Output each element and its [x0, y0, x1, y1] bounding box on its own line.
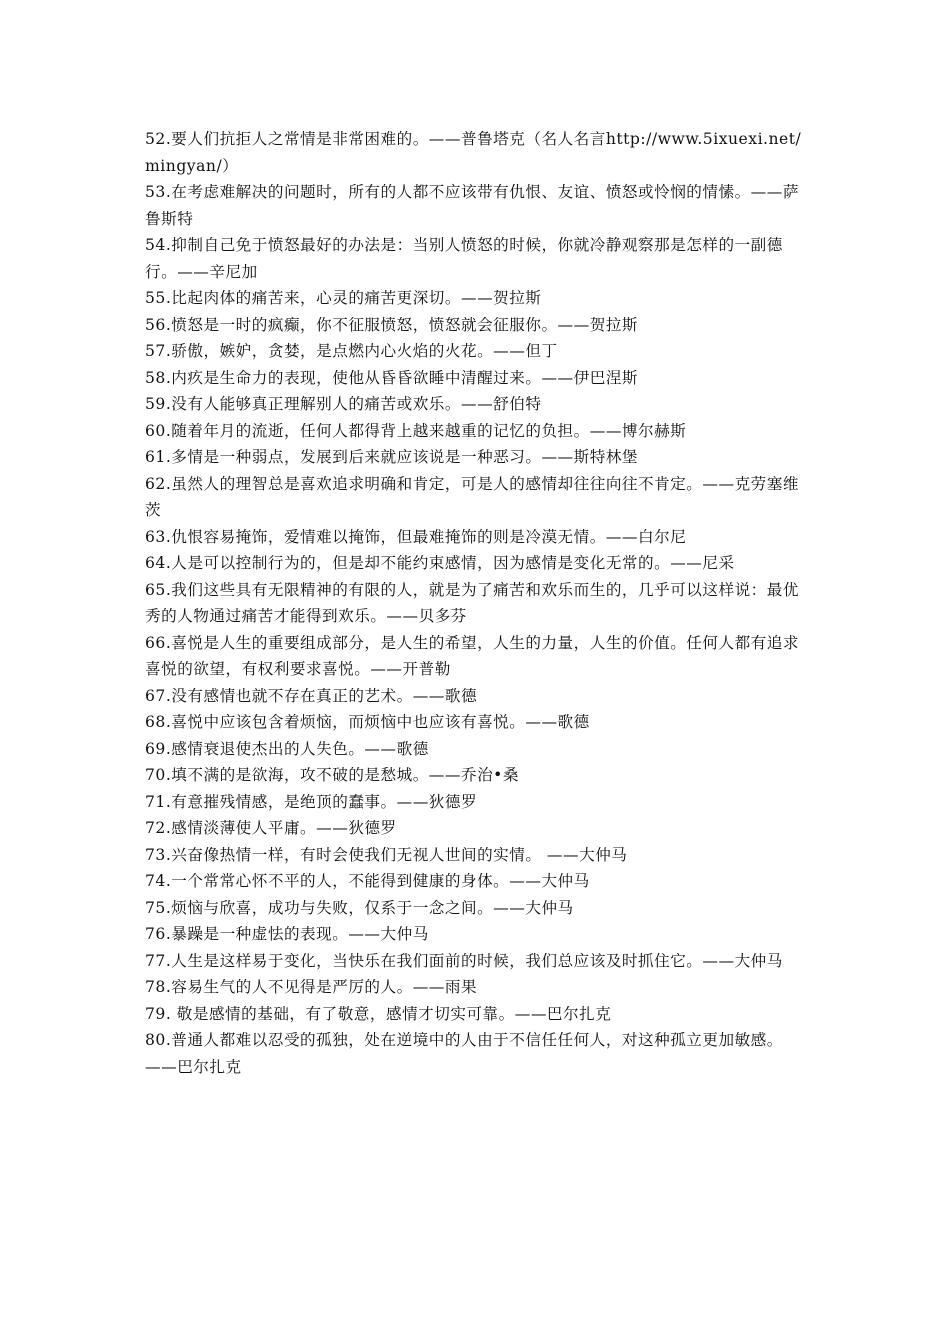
- quote-65: 65.我们这些具有无限精神的有限的人，就是为了痛苦和欢乐而生的，几乎可以这样说：最优秀的人物通过痛苦才能得到欢乐。——贝多芬: [145, 580, 799, 625]
- quote-62: 62.虽然人的理智总是喜欢追求明确和肯定，可是人的感情却往往向往不肯定。——克劳塞维茨: [145, 474, 799, 519]
- quote-70: 70.填不满的是欲海，攻不破的是愁城。——乔治•桑: [145, 766, 519, 784]
- quote-52: 52.要人们抗拒人之常情是非常困难的。——普鲁塔克（名人名言http://www.5ixuexi.net/mingyan/）: [145, 130, 802, 175]
- quote-71: 71.有意摧残情感，是绝顶的蠢事。——狄德罗: [145, 792, 478, 811]
- quote-54: 54.抑制自己免于愤怒最好的办法是：当别人愤怒的时候，你就冷静观察那是怎样的一副德行。——辛尼加: [145, 236, 783, 281]
- quote-79: 79. 敬是感情的基础，有了敬意，感情才切实可靠。——巴尔扎克: [145, 1004, 612, 1023]
- quote-53: 53.在考虑难解决的问题时，所有的人都不应该带有仇恨、友谊、愤怒或怜悯的情愫。——萨鲁斯特: [145, 183, 799, 228]
- quote-68: 68.喜悦中应该包含着烦恼，而烦恼中也应该有喜悦。——歌德: [145, 713, 590, 731]
- quote-list: [145, 126, 805, 1080]
- quote-64: 64.人是可以控制行为的，但是却不能约束感情，因为感情是变化无常的。——尼采: [145, 554, 735, 572]
- quote-63: 63.仇恨容易掩饰，爱情难以掩饰，但最难掩饰的则是冷漠无情。——白尔尼: [145, 527, 687, 546]
- quote-80: 80.普通人都难以忍受的孤独，处在逆境中的人由于不信任任何人，对这种孤立更加敏感。——巴尔扎克: [145, 1031, 783, 1076]
- quote-60: 60.随着年月的流逝，任何人都得背上越来越重的记忆的负担。——博尔赫斯: [145, 421, 687, 440]
- quote-73: 73.兴奋像热情一样，有时会使我们无视人世间的实情。 ——大仲马: [145, 845, 628, 864]
- quote-77: 77.人生是这样易于变化，当快乐在我们面前的时候，我们总应该及时抓住它。——大仲马: [145, 951, 783, 970]
- quote-78: 78.容易生气的人不见得是严厉的人。——雨果: [145, 978, 478, 996]
- quote-74: 74.一个常常心怀不平的人，不能得到健康的身体。——大仲马: [145, 872, 590, 890]
- quote-57: 57.骄傲，嫉妒，贪婪，是点燃内心火焰的火花。——但丁: [145, 342, 558, 360]
- quote-55: 55.比起肉体的痛苦来，心灵的痛苦更深切。——贺拉斯: [145, 289, 542, 307]
- quote-58: 58.内疚是生命力的表现，使他从昏昏欲睡中清醒过来。——伊巴涅斯: [145, 368, 639, 387]
- quote-76: 76.暴躁是一种虚怯的表现。——大仲马: [145, 925, 429, 943]
- quote-66: 66.喜悦是人生的重要组成部分，是人生的希望，人生的力量，人生的价值。任何人都有追求喜悦的欲望，有权利要求喜悦。——开普勒: [145, 633, 799, 678]
- quote-69: 69.感情衰退使杰出的人失色。——歌德: [145, 739, 429, 758]
- quote-61: 61.多情是一种弱点，发展到后来就应该说是一种恶习。——斯特林堡: [145, 448, 639, 466]
- quote-59: 59.没有人能够真正理解别人的痛苦或欢乐。——舒伯特: [145, 395, 542, 413]
- quote-56: 56.愤怒是一时的疯癫，你不征服愤怒，愤怒就会征服你。——贺拉斯: [145, 315, 639, 334]
- quote-75: 75.烦恼与欣喜，成功与失败，仅系于一念之间。——大仲马: [145, 898, 574, 917]
- quote-67: 67.没有感情也就不存在真正的艺术。——歌德: [145, 686, 478, 705]
- quote-72: 72.感情淡薄使人平庸。——狄德罗: [145, 819, 397, 837]
